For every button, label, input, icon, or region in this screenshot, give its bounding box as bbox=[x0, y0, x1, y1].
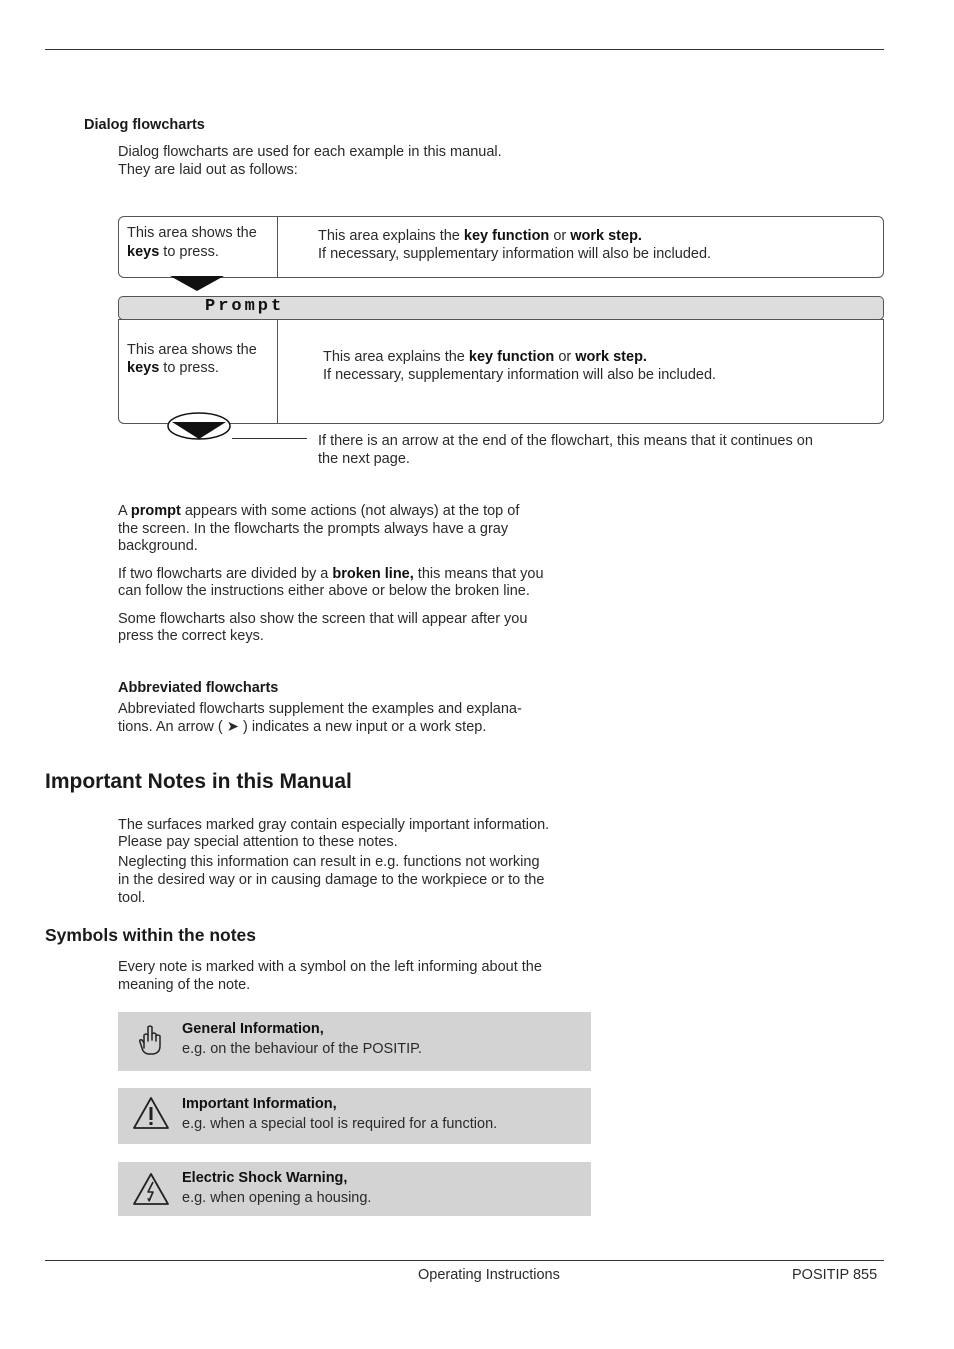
abbreviated-flowcharts-heading: Abbreviated flowcharts bbox=[118, 680, 279, 696]
important-notes-heading: Important Notes in this Manual bbox=[45, 770, 352, 793]
dialog-flowcharts-heading: Dialog flowcharts bbox=[84, 117, 205, 133]
prompt-bar bbox=[118, 296, 884, 320]
symbols-heading: Symbols within the notes bbox=[45, 925, 256, 945]
arrow-note-line-2: the next page. bbox=[318, 451, 410, 467]
top-rule bbox=[45, 49, 884, 50]
prompt-paragraph-line-2: the screen. In the flowcharts the prompts always have a gray bbox=[118, 521, 509, 537]
keys-area-text-1a: This area shows the bbox=[127, 225, 257, 241]
important-information-note bbox=[118, 1088, 591, 1144]
footer-rule bbox=[45, 1260, 884, 1261]
keys-area-text-2a: This area shows the bbox=[127, 342, 257, 358]
keys-area-text-1b: keys to press. bbox=[127, 244, 219, 260]
warning-triangle-icon bbox=[132, 1096, 170, 1130]
symbols-line-1: Every note is marked with a symbol on the left informing about the bbox=[118, 959, 542, 975]
electric-shock-warning-note bbox=[118, 1162, 591, 1216]
flowchart-divider-2 bbox=[277, 320, 278, 423]
important-line-4: in the desired way or in causing damage to the workpiece or to the bbox=[118, 872, 545, 888]
note-title: Important Information, bbox=[182, 1096, 337, 1112]
important-line-3: Neglecting this information can result in e.g. functions not working bbox=[118, 854, 540, 870]
screen-paragraph-line-1: Some flowcharts also show the screen that will appear after you bbox=[118, 611, 528, 627]
note-text: e.g. when opening a housing. bbox=[182, 1190, 372, 1206]
continuation-arrow-icon bbox=[166, 410, 232, 442]
flowchart-divider-1 bbox=[277, 217, 278, 277]
footer-center-text: Operating Instructions bbox=[418, 1267, 560, 1283]
prompt-label: Prompt bbox=[205, 297, 285, 316]
abbreviated-line-1: Abbreviated flowcharts supplement the examples and explana- bbox=[118, 701, 522, 717]
prompt-paragraph-line-1: A prompt appears with some actions (not always) at the top of bbox=[118, 503, 520, 519]
important-line-5: tool. bbox=[118, 890, 146, 906]
electric-shock-icon bbox=[132, 1172, 170, 1206]
important-line-2: Please pay special attention to these notes. bbox=[118, 834, 398, 850]
symbols-line-2: meaning of the note. bbox=[118, 977, 251, 993]
note-title: Electric Shock Warning, bbox=[182, 1170, 348, 1186]
note-title: General Information, bbox=[182, 1021, 324, 1037]
footer-right-text: POSITIP 855 bbox=[792, 1267, 878, 1283]
arrow-note-line-1: If there is an arrow at the end of the flowchart, this means that it continues on bbox=[318, 433, 813, 449]
down-arrow-icon bbox=[170, 276, 224, 292]
important-line-1: The surfaces marked gray contain especially important information. bbox=[118, 817, 550, 833]
continuation-leader-line bbox=[232, 438, 307, 439]
broken-line-paragraph-line-2: can follow the instructions either above or below the broken line. bbox=[118, 583, 530, 599]
general-information-note bbox=[118, 1012, 591, 1071]
broken-line-paragraph-line-1: If two flowcharts are divided by a broken line, this means that you bbox=[118, 566, 544, 582]
explain-area-text-2b: If necessary, supplementary information will also be included. bbox=[323, 367, 717, 383]
pointing-hand-icon bbox=[132, 1022, 168, 1058]
prompt-paragraph-line-3: background. bbox=[118, 538, 198, 554]
explain-area-text-1a: This area explains the key function or work step. bbox=[318, 228, 642, 244]
explain-area-text-1b: If necessary, supplementary information will also be included. bbox=[318, 246, 712, 262]
dialog-intro-line-1: Dialog flowcharts are used for each example in this manual. bbox=[118, 144, 502, 160]
screen-paragraph-line-2: press the correct keys. bbox=[118, 628, 264, 644]
dialog-intro-line-2: They are laid out as follows: bbox=[118, 162, 298, 178]
note-text: e.g. when a special tool is required for a function. bbox=[182, 1116, 498, 1132]
abbreviated-line-2: tions. An arrow ( ➤ ) indicates a new input or a work step. bbox=[118, 719, 487, 735]
explain-area-text-2a: This area explains the key function or work step. bbox=[323, 349, 647, 365]
note-text: e.g. on the behaviour of the POSITIP. bbox=[182, 1041, 422, 1057]
keys-area-text-2b: keys to press. bbox=[127, 360, 219, 376]
